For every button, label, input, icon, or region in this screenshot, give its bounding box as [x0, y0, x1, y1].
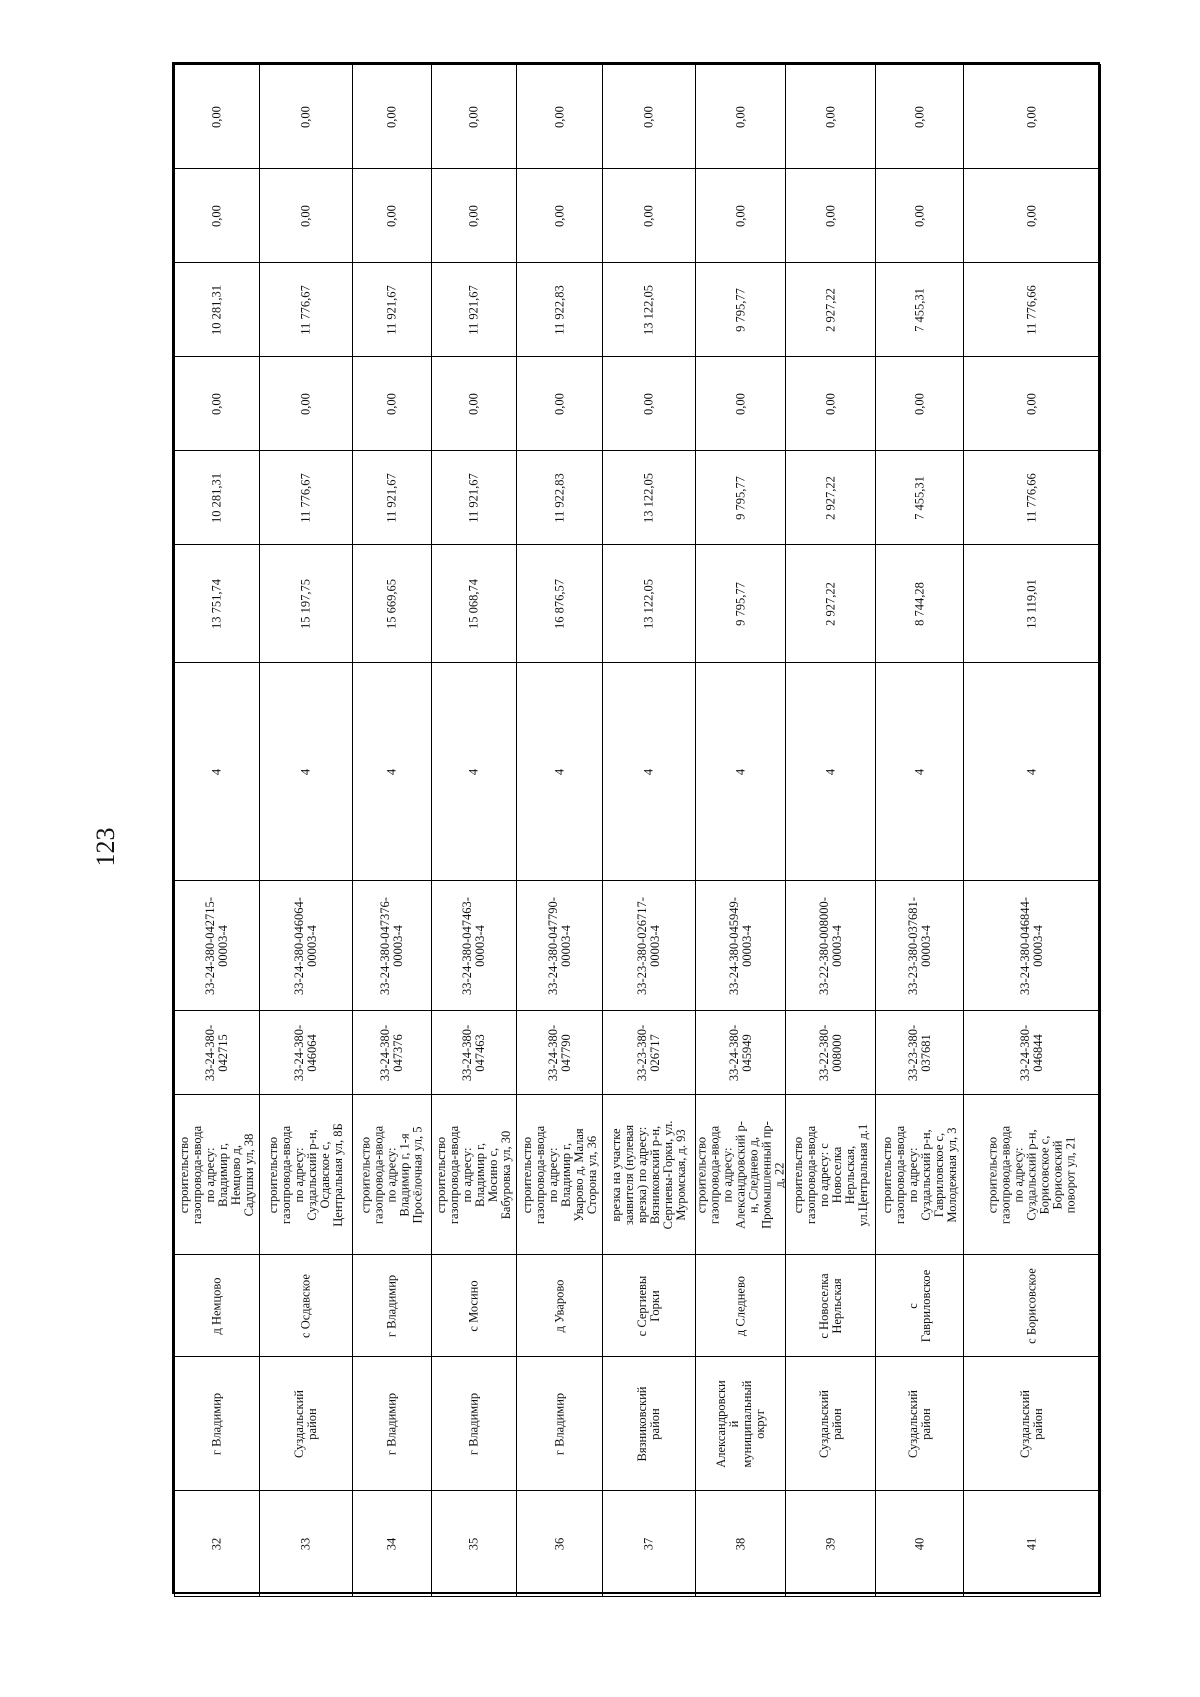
cadastral-cell: [876, 1011, 964, 1095]
value-2-cell: [786, 451, 876, 545]
value-6-text: 0,00: [733, 105, 747, 128]
value-1-text: 2 927,22: [823, 581, 837, 626]
locality-cell: [517, 1255, 603, 1357]
row-number-cell: [964, 1491, 1101, 1597]
value-4-text: 11 921,67: [466, 284, 481, 335]
value-5-cell: [696, 169, 786, 263]
field-row-v4: [175, 263, 1101, 357]
category-cell: [353, 663, 432, 881]
row-number-cell: [175, 1491, 260, 1597]
value-1-cell: [964, 545, 1101, 663]
locality-cell: [260, 1255, 353, 1357]
code-text: 33-24-380-046064- 00003-4: [292, 896, 319, 995]
code-cell: [260, 881, 353, 1011]
field-row-v2: [175, 451, 1101, 545]
value-6-cell: [517, 65, 603, 169]
cadastral-text: 33-24-380- 046844: [1018, 1024, 1045, 1081]
cadastral-cell: [696, 1011, 786, 1095]
code-cell: [353, 881, 432, 1011]
category-text: 4: [1024, 768, 1039, 775]
value-2-text: 11 921,67: [384, 472, 399, 523]
cadastral-text: 33-22-380- 008000: [816, 1024, 844, 1081]
field-row-cad: [175, 1011, 1101, 1095]
description-cell: [353, 1095, 432, 1255]
value-4-cell: [964, 263, 1101, 357]
value-5-cell: [175, 169, 260, 263]
value-4-cell: [876, 263, 964, 357]
district-cell: [786, 1357, 876, 1491]
row-number-text: 36: [552, 1537, 566, 1550]
value-3-text: 0,00: [298, 392, 313, 415]
value-2-cell: [353, 451, 432, 545]
cadastral-text: 33-24-380- 047790: [545, 1024, 573, 1081]
cadastral-cell: [786, 1011, 876, 1095]
description-text: строительство газопровода-ввода по адресу: Суздальский р-н, Осдавское с, Центральная ул, 8Б: [266, 1122, 345, 1227]
description-text: строительство газопровода-ввода по адресу: Суздальский р-н, Борисовское с, Борисовский поворот ул, 21: [985, 1125, 1078, 1224]
locality-text: с Мосино: [466, 1279, 481, 1332]
value-2-text: 9 795,77: [733, 475, 747, 520]
locality-text: с Сергиевы Горки: [635, 1275, 662, 1336]
value-6-text: 0,00: [912, 105, 926, 128]
category-text: 4: [209, 768, 224, 775]
category-text: 4: [298, 768, 313, 775]
value-5-cell: [603, 169, 696, 263]
value-3-text: 0,00: [466, 392, 481, 415]
locality-cell: [876, 1255, 964, 1357]
value-3-text: 0,00: [209, 392, 224, 415]
value-6-text: 0,00: [552, 105, 566, 128]
district-cell: [696, 1357, 786, 1491]
code-text: 33-24-380-042715- 00003-4: [203, 896, 230, 995]
district-text: Вязниковский район: [635, 1386, 662, 1461]
locality-cell: [964, 1255, 1101, 1357]
code-text: 33-23-380-037681- 00003-4: [905, 896, 933, 995]
code-cell: [432, 881, 517, 1011]
category-cell: [876, 663, 964, 881]
category-cell: [432, 663, 517, 881]
description-cell: [696, 1095, 786, 1255]
row-number-text: 38: [733, 1537, 747, 1550]
value-3-cell: [696, 357, 786, 451]
value-2-cell: [432, 451, 517, 545]
value-1-cell: [696, 545, 786, 663]
code-cell: [876, 881, 964, 1011]
row-number-text: 35: [466, 1537, 481, 1550]
district-cell: [876, 1357, 964, 1491]
value-5-cell: [517, 169, 603, 263]
district-text: г Владимир: [466, 1392, 481, 1455]
category-text: 4: [384, 768, 399, 775]
cadastral-text: 33-24-380- 042715: [203, 1024, 230, 1081]
category-cell: [964, 663, 1101, 881]
locality-cell: [432, 1255, 517, 1357]
district-cell: [175, 1357, 260, 1491]
registry-table: [172, 62, 1100, 1594]
value-1-cell: [876, 545, 964, 663]
value-3-cell: [260, 357, 353, 451]
value-6-text: 0,00: [384, 105, 399, 128]
value-5-cell: [964, 169, 1101, 263]
cadastral-text: 33-23-380- 037681: [905, 1024, 933, 1081]
district-cell: [260, 1357, 353, 1491]
district-cell: [432, 1357, 517, 1491]
field-row-v6: [175, 65, 1101, 169]
category-cell: [696, 663, 786, 881]
locality-cell: [786, 1255, 876, 1357]
locality-text: с Гавриловское: [905, 1269, 933, 1342]
row-number-cell: [876, 1491, 964, 1597]
locality-text: д Уварово: [552, 1279, 566, 1332]
value-2-text: 11 922,83: [552, 472, 566, 523]
field-row-v1: [175, 545, 1101, 663]
row-number-cell: [786, 1491, 876, 1597]
row-number-text: 40: [912, 1537, 926, 1550]
cadastral-cell: [353, 1011, 432, 1095]
value-5-cell: [432, 169, 517, 263]
cadastral-cell: [964, 1011, 1101, 1095]
code-cell: [603, 881, 696, 1011]
row-number-cell: [432, 1491, 517, 1597]
description-cell: [603, 1095, 696, 1255]
value-5-text: 0,00: [641, 204, 656, 227]
value-4-text: 11 922,83: [552, 284, 566, 335]
value-5-cell: [353, 169, 432, 263]
code-cell: [786, 881, 876, 1011]
value-6-text: 0,00: [466, 105, 481, 128]
district-text: Суздальский район: [905, 1389, 933, 1458]
locality-cell: [175, 1255, 260, 1357]
value-1-text: 8 744,28: [912, 581, 926, 626]
code-cell: [964, 881, 1101, 1011]
row-number-text: 34: [384, 1537, 399, 1550]
value-4-cell: [353, 263, 432, 357]
field-row-cat: [175, 663, 1101, 881]
row-number-text: 41: [1024, 1537, 1039, 1550]
value-3-text: 0,00: [552, 392, 566, 415]
cadastral-cell: [517, 1011, 603, 1095]
value-1-text: 13 122,05: [641, 578, 656, 629]
district-text: Александровски й муниципальный округ: [713, 1379, 767, 1468]
value-1-cell: [432, 545, 517, 663]
value-6-cell: [603, 65, 696, 169]
value-1-text: 16 876,57: [552, 578, 566, 629]
category-cell: [260, 663, 353, 881]
value-5-cell: [876, 169, 964, 263]
locality-cell: [353, 1255, 432, 1357]
value-5-text: 0,00: [384, 204, 399, 227]
category-text: 4: [823, 768, 837, 775]
code-text: 33-23-380-026717- 00003-4: [635, 896, 662, 995]
value-3-cell: [517, 357, 603, 451]
description-text: строительство газопровода-ввода по адресу: Владимир г, Немцово д, Садушки ул, 38: [177, 1125, 256, 1224]
value-2-text: 11 921,67: [466, 472, 481, 523]
description-cell: [517, 1095, 603, 1255]
description-text: строительство газопровода-ввода по адресу: Владимир г, Уварово д, Малая Сторона ул, 36: [519, 1125, 599, 1224]
page-number: 123: [91, 827, 120, 867]
value-2-text: 13 122,05: [641, 472, 656, 523]
value-2-text: 11 776,66: [1024, 472, 1039, 523]
value-5-text: 0,00: [552, 204, 566, 227]
code-text: 33-24-380-047376- 00003-4: [378, 896, 405, 995]
category-text: 4: [641, 768, 656, 775]
row-number-cell: [603, 1491, 696, 1597]
category-text: 4: [733, 768, 747, 775]
locality-text: с Осдавское: [298, 1273, 313, 1338]
description-cell: [432, 1095, 517, 1255]
locality-cell: [696, 1255, 786, 1357]
value-4-cell: [696, 263, 786, 357]
locality-text: с Борисовское: [1024, 1267, 1039, 1344]
code-cell: [175, 881, 260, 1011]
value-3-text: 0,00: [1024, 392, 1039, 415]
value-6-cell: [175, 65, 260, 169]
category-cell: [517, 663, 603, 881]
district-text: Суздальский район: [292, 1389, 319, 1458]
value-3-text: 0,00: [733, 392, 747, 415]
category-cell: [603, 663, 696, 881]
code-text: 33-24-380-046844- 00003-4: [1018, 896, 1045, 995]
value-4-cell: [517, 263, 603, 357]
row-number-cell: [517, 1491, 603, 1597]
cadastral-text: 33-23-380- 026717: [635, 1024, 662, 1081]
value-4-cell: [603, 263, 696, 357]
value-6-cell: [353, 65, 432, 169]
cadastral-cell: [432, 1011, 517, 1095]
value-3-text: 0,00: [912, 392, 926, 415]
field-row-locality: [175, 1255, 1101, 1357]
category-cell: [175, 663, 260, 881]
locality-cell: [603, 1255, 696, 1357]
district-text: г Владимир: [552, 1392, 566, 1455]
value-3-text: 0,00: [641, 392, 656, 415]
description-text: строительство газопровода-ввода по адресу: Владимир г, Мосино с, Бабуровка ул, 30: [434, 1125, 513, 1224]
value-2-cell: [964, 451, 1101, 545]
description-cell: [260, 1095, 353, 1255]
value-2-cell: [260, 451, 353, 545]
locality-text: г Владимир: [384, 1274, 399, 1337]
value-6-cell: [696, 65, 786, 169]
description-cell: [876, 1095, 964, 1255]
value-1-text: 15 197,75: [298, 578, 313, 629]
row-number-text: 33: [298, 1537, 313, 1550]
value-2-text: 7 455,31: [912, 475, 926, 520]
value-4-text: 11 776,66: [1024, 284, 1039, 335]
value-5-text: 0,00: [298, 204, 313, 227]
value-2-cell: [175, 451, 260, 545]
value-1-cell: [517, 545, 603, 663]
field-row-v3: [175, 357, 1101, 451]
value-1-text: 15 669,65: [384, 578, 399, 629]
value-3-cell: [964, 357, 1101, 451]
value-5-text: 0,00: [209, 204, 224, 227]
description-text: строительство газопровода-ввода по адресу: Суздальский р-н, Гавриловское с, Молодежная ул, 3: [879, 1125, 959, 1224]
district-cell: [964, 1357, 1101, 1491]
value-4-text: 7 455,31: [912, 287, 926, 332]
cadastral-text: 33-24-380- 045949: [726, 1024, 754, 1081]
cadastral-cell: [175, 1011, 260, 1095]
value-4-text: 11 776,67: [298, 284, 313, 335]
value-1-cell: [353, 545, 432, 663]
locality-text: с Новоселка Нерльская: [816, 1272, 844, 1339]
category-cell: [786, 663, 876, 881]
value-6-cell: [964, 65, 1101, 169]
value-3-cell: [175, 357, 260, 451]
value-3-text: 0,00: [384, 392, 399, 415]
value-5-cell: [786, 169, 876, 263]
locality-text: д Следнево: [733, 1275, 747, 1336]
code-text: 33-24-380-047463- 00003-4: [460, 896, 487, 995]
value-1-cell: [260, 545, 353, 663]
value-6-text: 0,00: [298, 105, 313, 128]
value-6-cell: [260, 65, 353, 169]
value-2-cell: [603, 451, 696, 545]
code-cell: [517, 881, 603, 1011]
row-number-cell: [353, 1491, 432, 1597]
value-4-cell: [175, 263, 260, 357]
district-cell: [353, 1357, 432, 1491]
district-cell: [517, 1357, 603, 1491]
value-2-text: 2 927,22: [823, 475, 837, 520]
registry-grid: [174, 64, 1101, 1597]
value-4-cell: [260, 263, 353, 357]
field-row-desc: [175, 1095, 1101, 1255]
value-1-cell: [603, 545, 696, 663]
value-5-text: 0,00: [1024, 204, 1039, 227]
district-text: Суздальский район: [816, 1389, 844, 1458]
value-4-cell: [432, 263, 517, 357]
code-cell: [696, 881, 786, 1011]
description-cell: [786, 1095, 876, 1255]
code-text: 33-24-380-045949- 00003-4: [726, 896, 754, 995]
value-1-text: 9 795,77: [733, 581, 747, 626]
value-3-cell: [353, 357, 432, 451]
row-number-text: 39: [823, 1537, 837, 1550]
row-number-text: 37: [641, 1537, 656, 1550]
description-cell: [175, 1095, 260, 1255]
value-2-cell: [696, 451, 786, 545]
value-6-text: 0,00: [209, 105, 224, 128]
description-text: строительство газопровода-ввода по адресу: Владимир г, 1-я Просёлочная ул, 5: [358, 1125, 425, 1224]
value-4-text: 9 795,77: [733, 287, 747, 332]
value-3-cell: [603, 357, 696, 451]
value-5-text: 0,00: [912, 204, 926, 227]
value-6-text: 0,00: [1024, 105, 1039, 128]
row-number-text: 32: [209, 1537, 224, 1550]
field-row-n: [175, 1491, 1101, 1597]
value-6-cell: [786, 65, 876, 169]
value-2-cell: [517, 451, 603, 545]
value-6-cell: [432, 65, 517, 169]
cadastral-cell: [260, 1011, 353, 1095]
district-text: г Владимир: [209, 1392, 224, 1455]
district-cell: [603, 1357, 696, 1491]
value-5-text: 0,00: [823, 204, 837, 227]
value-3-cell: [876, 357, 964, 451]
value-2-cell: [876, 451, 964, 545]
value-3-cell: [432, 357, 517, 451]
row-number-cell: [696, 1491, 786, 1597]
value-6-cell: [876, 65, 964, 169]
cadastral-text: 33-24-380- 047463: [460, 1024, 487, 1081]
value-2-text: 11 776,67: [298, 472, 313, 523]
value-4-cell: [786, 263, 876, 357]
district-text: г Владимир: [384, 1392, 399, 1455]
value-4-text: 10 281,31: [209, 284, 224, 335]
row-number-cell: [260, 1491, 353, 1597]
cadastral-cell: [603, 1011, 696, 1095]
value-1-cell: [175, 545, 260, 663]
category-text: 4: [466, 768, 481, 775]
value-6-text: 0,00: [823, 105, 837, 128]
value-1-text: 13 751,74: [209, 578, 224, 629]
locality-text: д Немцово: [209, 1277, 224, 1334]
value-1-cell: [786, 545, 876, 663]
category-text: 4: [912, 768, 926, 775]
value-3-text: 0,00: [823, 392, 837, 415]
district-text: Суздальский район: [1018, 1389, 1045, 1458]
field-row-district: [175, 1357, 1101, 1491]
description-text: строительство газопровода-ввода по адресу: Александровский р- н, Следнево д, Промышленный пр- д, 22: [694, 1120, 786, 1229]
value-2-text: 10 281,31: [209, 472, 224, 523]
value-4-text: 2 927,22: [823, 287, 837, 332]
description-cell: [964, 1095, 1101, 1255]
cadastral-text: 33-24-380- 047376: [378, 1024, 405, 1081]
value-4-text: 13 122,05: [641, 284, 656, 335]
value-1-text: 15 068,74: [466, 578, 481, 629]
code-text: 33-22-380-008000- 00003-4: [816, 896, 844, 995]
value-5-cell: [260, 169, 353, 263]
value-5-text: 0,00: [466, 204, 481, 227]
field-row-code: [175, 881, 1101, 1011]
description-text: строительство газопровода-ввода по адресу: с Новоселка Нерльская, ул.Центральная д.1: [790, 1123, 870, 1226]
field-row-v5: [175, 169, 1101, 263]
category-text: 4: [552, 768, 566, 775]
value-1-text: 13 119,01: [1024, 578, 1039, 629]
cadastral-text: 33-24-380- 046064: [292, 1024, 319, 1081]
value-6-text: 0,00: [641, 105, 656, 128]
value-4-text: 11 921,67: [384, 284, 399, 335]
description-text: врезка на участке заявителя (нулевая врезка) по адресу: Вязниковский р-н, Сергиевы-Горки, ул. Муромская, д. 93: [609, 1120, 688, 1229]
value-3-cell: [786, 357, 876, 451]
value-5-text: 0,00: [733, 204, 747, 227]
code-text: 33-24-380-047790- 00003-4: [545, 896, 573, 995]
